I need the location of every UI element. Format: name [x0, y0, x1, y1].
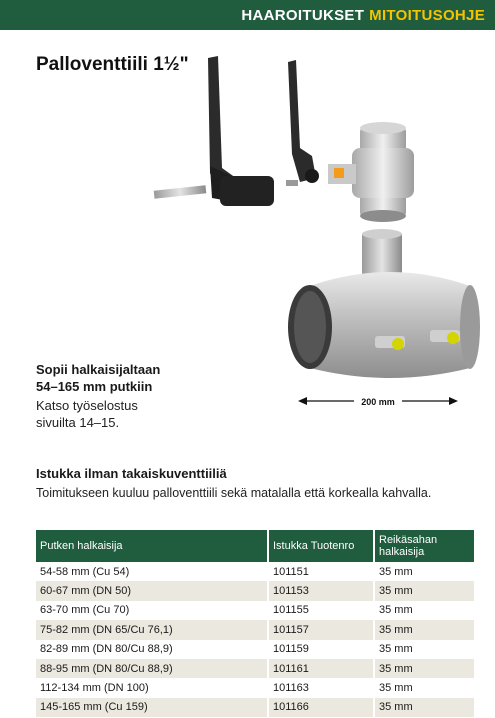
table-row: [36, 678, 474, 697]
fit-note-line2: sivuilta 14–15.: [36, 415, 120, 430]
cell-hole-saw: 35 mm: [374, 698, 474, 717]
cell-hole-saw: 35 mm: [374, 562, 474, 581]
branch-nipple: [362, 229, 402, 276]
header-pipe-diameter: Putken halkaisija: [36, 530, 268, 562]
extension-sleeve: [220, 176, 274, 206]
cell-product-number: 101151: [268, 562, 374, 581]
fit-note: [36, 397, 236, 431]
cell-pipe-diameter: 82-89 mm (DN 80/Cu 88,9): [36, 640, 268, 659]
cell-hole-saw: 35 mm: [374, 620, 474, 639]
cell-pipe-diameter: 63-70 mm (Cu 70): [36, 601, 268, 620]
table-header-row: [36, 530, 474, 562]
cell-product-number: 101163: [268, 678, 374, 697]
header-hole-saw: Reikäsahan halkaisija: [374, 530, 474, 562]
section-description: Toimitukseen kuuluu palloventtiili sekä matalalla että korkealla kahvalla.: [36, 486, 432, 500]
fit-heading-line2: 54–165 mm putkiin: [36, 379, 153, 394]
cell-product-number: 101166: [268, 698, 374, 717]
table-row: [36, 620, 474, 639]
cell-hole-saw: 35 mm: [374, 601, 474, 620]
cell-hole-saw: 35 mm: [374, 678, 474, 697]
cell-pipe-diameter: 88-95 mm (DN 80/Cu 88,9): [36, 659, 268, 678]
header-title-accent: MITOITUSOHJE: [369, 6, 485, 24]
pipe-saddle: [288, 272, 480, 378]
cell-hole-saw: 35 mm: [374, 640, 474, 659]
cell-product-number: 101159: [268, 640, 374, 659]
screw: [286, 180, 298, 186]
cell-pipe-diameter: 145-165 mm (Cu 159): [36, 698, 268, 717]
table-row: [36, 581, 474, 600]
cell-pipe-diameter: 60-67 mm (DN 50): [36, 581, 268, 600]
cell-product-number: 101157: [268, 620, 374, 639]
cell-pipe-diameter: 75-82 mm (DN 65/Cu 76,1): [36, 620, 268, 639]
cell-product-number: 101153: [268, 581, 374, 600]
table-row: [36, 698, 474, 717]
cell-hole-saw: 35 mm: [374, 659, 474, 678]
cell-hole-saw: 35 mm: [374, 581, 474, 600]
fit-heading: [36, 361, 236, 395]
cell-product-number: 101155: [268, 601, 374, 620]
spec-table: [36, 530, 474, 717]
extension-pin: [154, 185, 207, 198]
table-row: [36, 562, 474, 581]
cell-pipe-diameter: 112-134 mm (DN 100): [36, 678, 268, 697]
fit-heading-line1: Sopii halkaisijaltaan: [36, 362, 161, 377]
product-title: Palloventtiili 1½": [36, 54, 189, 75]
dimension-label: 200 mm: [361, 397, 395, 407]
table-row: [36, 640, 474, 659]
header-product-number: Istukka Tuotenro: [268, 530, 374, 562]
table-row: [36, 659, 474, 678]
cell-pipe-diameter: 54-58 mm (Cu 54): [36, 562, 268, 581]
header-title-main: HAAROITUKSET: [241, 6, 365, 24]
fit-note-line1: Katso työselostus: [36, 398, 138, 413]
section-heading: Istukka ilman takaiskuventtiiliä: [36, 466, 227, 481]
dimension-line: [298, 394, 458, 408]
low-handle: [288, 60, 319, 183]
header-bar: [0, 0, 495, 30]
cell-product-number: 101161: [268, 659, 374, 678]
ball-valve: [328, 122, 414, 222]
table-row: [36, 601, 474, 620]
